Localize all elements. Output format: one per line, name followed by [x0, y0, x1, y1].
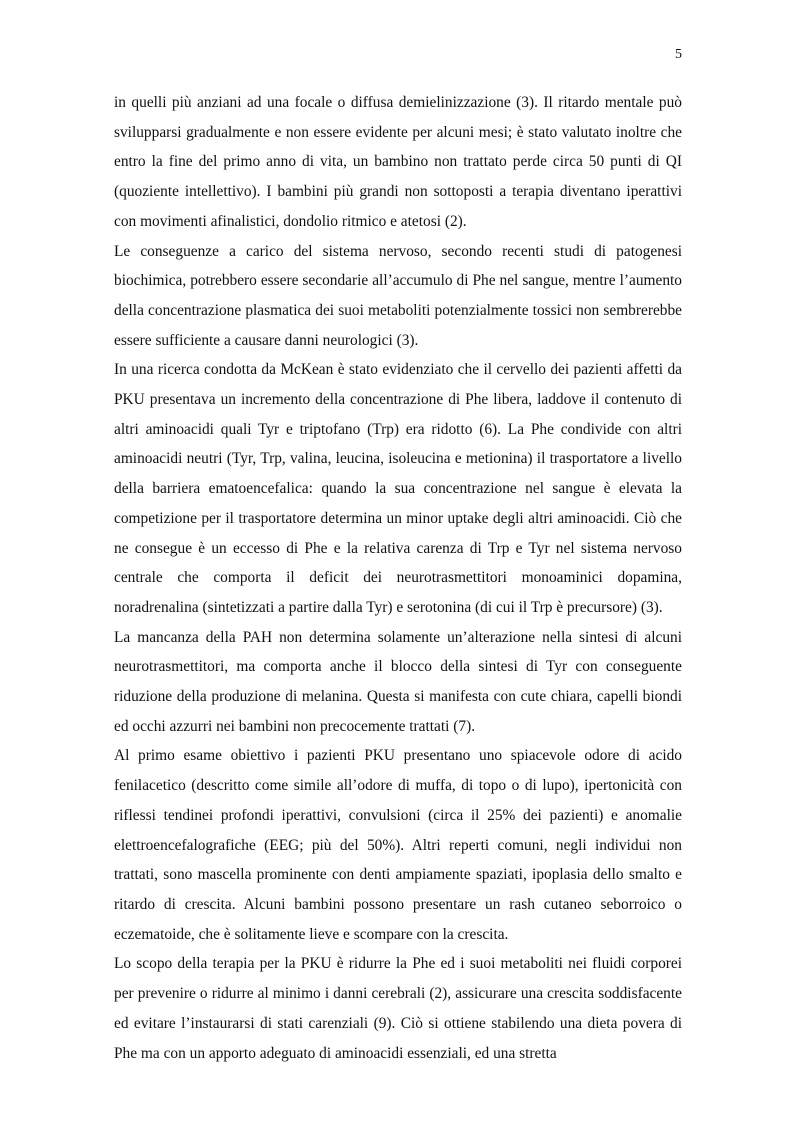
page-number: 5 [675, 47, 682, 62]
paragraph-pah-deficiency: La mancanza della PAH non determina solamente un’alterazione nella sintesi di alcuni neurotrasmettitori, ma comporta anche il blocco della sintesi di Tyr con conseguente riduzione della produzione di melanina. Questa si manifesta con cute chiara, capelli biondi ed occhi azzurri nei bambini non precocemente trattati (7). [114, 628, 682, 735]
paragraph-nervous-system: Le conseguenze a carico del sistema nervoso, secondo recenti studi di patogenesi biochimica, potrebbero essere secondarie all’accumulo di Phe nel sangue, mentre l’aumento della concentrazione plasmatica dei suoi metaboliti potenzialmente tossici non sembrerebbe essere sufficiente a causare danni neurologici (3). [114, 242, 682, 349]
document-body [114, 88, 682, 1068]
paragraph-therapy-goal: Lo scopo della terapia per la PKU è ridurre la Phe ed i suoi metaboliti nei fluidi corporei per prevenire o ridurre al minimo i danni cerebrali (2), assicurare una crescita soddisfacente ed evitare l’instaurarsi di stati carenziali (9). Ciò si ottiene stabilendo una dieta povera di Phe ma con un apporto adeguato di aminoacidi essenziali, ed una stretta [114, 955, 682, 1062]
paragraph-neuro-damage: in quelli più anziani ad una focale o diffusa demielinizzazione (3). Il ritardo mentale può svilupparsi gradualmente e non essere evidente per alcuni mesi; è stato valutato inoltre che entro la fine del primo anno di vita, un bambino non trattato perde circa 50 punti di QI (quoziente intellettivo). I bambini più grandi non sottoposti a terapia diventano iperattivi con movimenti afinalistici, dondolio ritmico e atetosi (2). [114, 94, 682, 230]
paragraph-clinical-exam: Al primo esame obiettivo i pazienti PKU presentano uno spiacevole odore di acido fenilacetico (descritto come simile all’odore di muffa, di topo o di lupo), ipertonicità con riflessi tendinei profondi iperattivi, convulsioni (circa il 25% dei pazienti) e anomalie elettroencefalografiche (EEG; più del 50%). Altri reperti comuni, negli individui non trattati, sono mascella prominente con denti ampiamente spaziati, ipoplasia dello smalto e ritardo di crescita. Alcuni bambini possono presentare un rash cutaneo seborroico o eczematoide, che è solitamente lieve e scompare con la crescita. [114, 747, 682, 943]
paragraph-mckean-study: In una ricerca condotta da McKean è stato evidenziato che il cervello dei pazienti affetti da PKU presentava un incremento della concentrazione di Phe libera, laddove il contenuto di altri aminoacidi quali Tyr e triptofano (Trp) era ridotto (6). La Phe condivide con altri aminoacidi neutri (Tyr, Trp, valina, leucina, isoleucina e metionina) il trasportatore a livello della barriera ematoencefalica: quando la sua concentrazione nel sangue è elevata la competizione per il trasportatore determina un minor uptake degli altri aminoacidi. Ciò che ne consegue è un eccesso di Phe e la relativa carenza di Trp e Tyr nel sistema nervoso centrale che comporta il deficit dei neurotrasmettitori monoaminici dopamina, noradrenalina (sintetizzati a partire dalla Tyr) e serotonina (di cui il Trp è precursore) (3). [114, 361, 682, 616]
